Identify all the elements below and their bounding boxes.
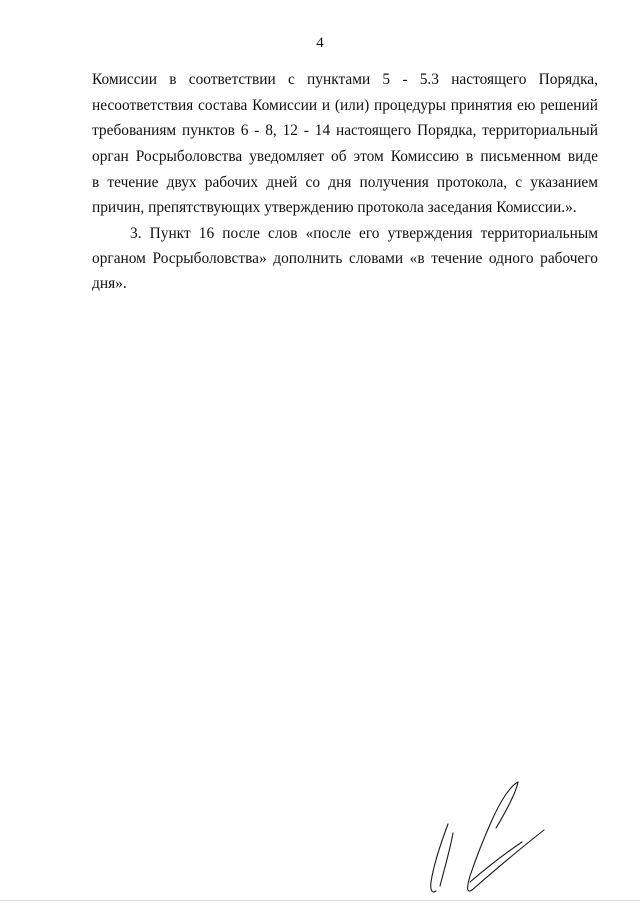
text-line: в течение двух рабочих дней со дня получения протокола, с указанием <box>92 174 598 191</box>
text-line: дня». <box>92 275 127 292</box>
page-bottom-edge <box>0 900 640 901</box>
text-line: 3. Пункт 16 после слов «после его утверждения территориальным <box>130 225 598 242</box>
page-number: 4 <box>316 35 324 51</box>
text-line: орган Росрыболовства уведомляет об этом Комиссию в письменном виде <box>92 148 598 165</box>
text-line: требованиям пунктов 6 - 8, 12 - 14 настоящего Порядка, территориальный <box>92 122 598 139</box>
signature-icon <box>420 778 560 903</box>
text-line: Комиссии в соответствии с пунктами 5 - 5.3 настоящего Порядка, <box>92 71 598 88</box>
text-line: причин, препятствующих утверждению протокола заседания Комиссии.». <box>92 199 577 216</box>
text-line: органом Росрыболовства» дополнить словами «в течение одного рабочего <box>92 250 598 267</box>
text-line: несоответствия состава Комиссии и (или) процедуры принятия ею решений <box>92 97 598 114</box>
